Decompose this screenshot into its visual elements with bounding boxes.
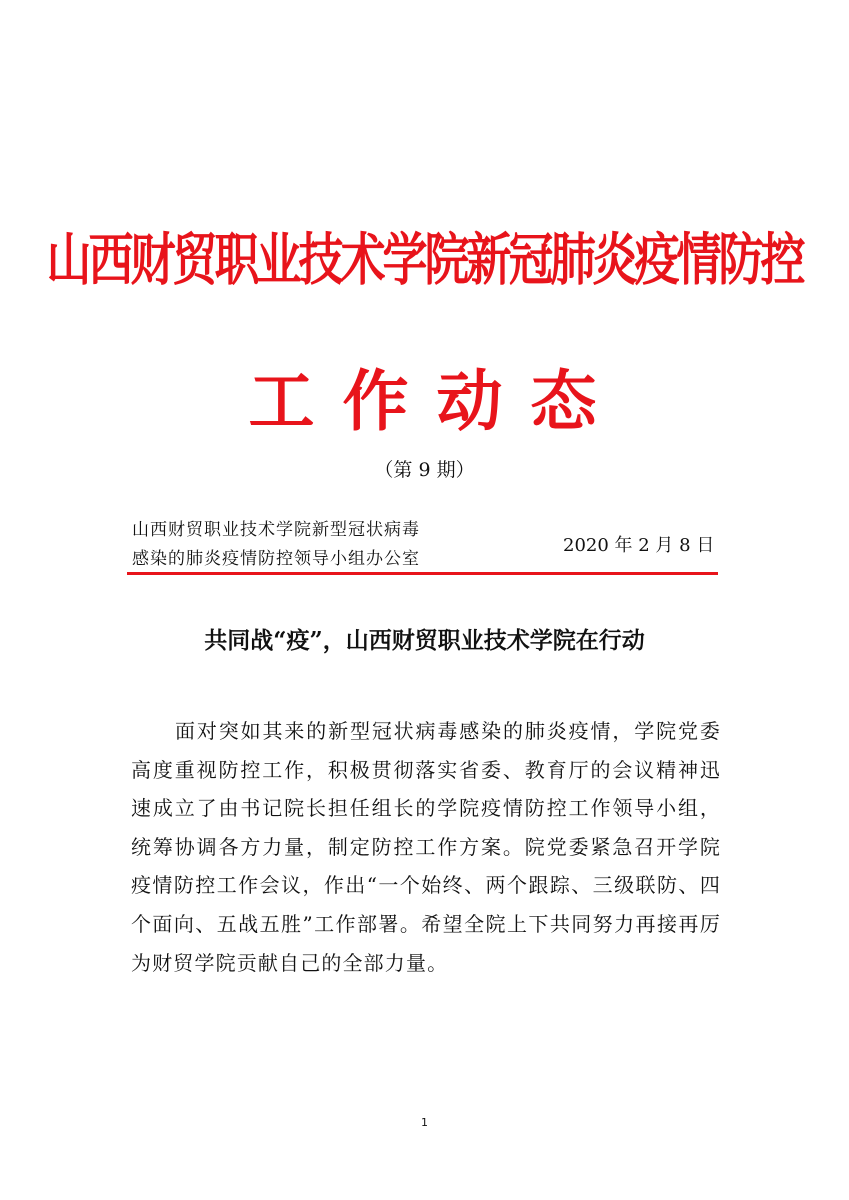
red-divider xyxy=(127,572,718,575)
page-number: 1 xyxy=(421,1116,428,1129)
issuing-office xyxy=(132,516,420,574)
issuing-office-line-1: 山西财贸职业技术学院新型冠状病毒 xyxy=(132,520,420,540)
article-body: 面对突如其来的新型冠状病毒感染的肺炎疫情，学院党委高度重视防控工作，积极贯彻落实省委、教育厅的会议精神迅速成立了由书记院长担任组长的学院疫情防控工作领导小组，统筹协调各方力量，制定防控工作方案。院党委紧急召开学院疫情防控工作会议，作出“一个始终、两个跟踪、三级联防、四个面向、五战五胜”工作部署。希望全院上下共同努力再接再厉为财贸学院贡献自己的全部力量。 xyxy=(131,719,721,975)
issuing-office-line-2: 感染的肺炎疫情防控领导小组办公室 xyxy=(132,549,420,569)
document-header-subtitle: 工作动态 xyxy=(248,362,625,440)
document-header-title: 山西财贸职业技术学院新冠肺炎疫情防控 xyxy=(46,226,803,293)
article-title: 共同战“疫”，山西财贸职业技术学院在行动 xyxy=(204,627,645,654)
issue-number: （第 9 期） xyxy=(374,459,475,481)
issue-date: 2020 年 2 月 8 日 xyxy=(563,535,715,556)
